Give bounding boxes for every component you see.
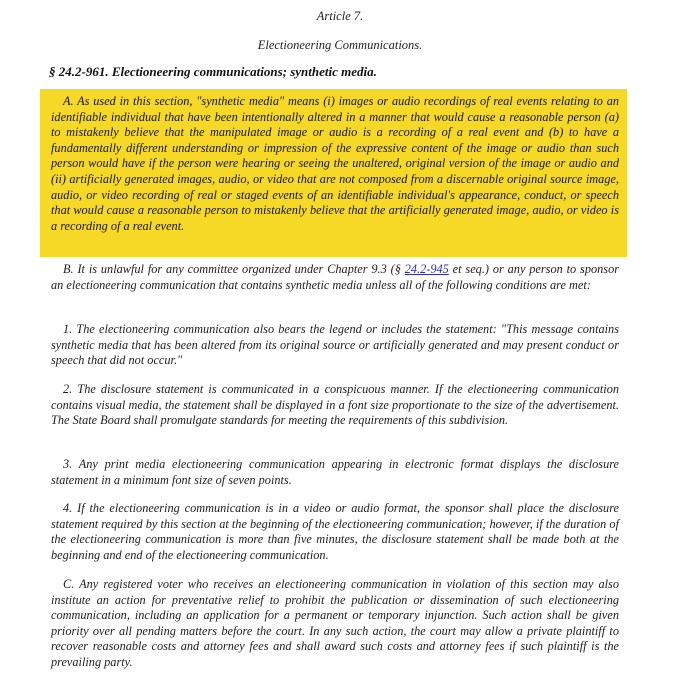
subsection-b-text-end: et seq.) or any person to sponsor an electioneering communication that contains synthetic media unless all of the following conditions are met: [51,262,620,292]
subsection-b-prohibition [51,262,619,293]
subsection-a-definition: A. As used in this section, "synthetic media" means (i) images or audio recordings of real events relating to an identifiable individual that have been intentionally altered in a manner that would cause a reasonable person (a) to mistakenly believe that the manipulated image or audio is a recording of a real event and (b) to have a fundamentally different understanding or impression of the expressive content of the image or audio than such person would have if the person were hearing or seeing the unaltered, original version of the image or audio and (ii) artificially generated images, audio, or video that are not composed from a discernable original source image, audio, or video recording of real or staged events of an identifiable individual's appearance, conduct, or speech that would cause a reasonable person to mistakenly believe that the artificially generated image, audio, or video is a recording of a real event. [51,94,619,233]
subsection-b-text-start: B. It is unlawful for any committee organized under Chapter 9.3 (§ [63,262,405,276]
subsection-c-remedy: C. Any registered voter who receives an electioneering communication in violation of this section may also institute an action for preventative relief to prohibit the publication or dissemination of such electioneering communication, including an application for a permanent or temporary injunction. Such action shall be given priority over all pending matters before the court. In any such action, the court may allow a private plaintiff to recover reasonable costs and attorney fees and shall award such costs and attorney fees if such plaintiff is the prevailing party. [51,577,619,669]
article-heading: Article 7. [316,9,364,23]
statute-citation-link[interactable]: 24.2-945 [404,262,449,276]
condition-item-2: 2. The disclosure statement is communicated in a conspicuous manner. If the electioneering communication contains visual media, the statement shall be displayed in a font size proportionate to the size of the advertisement. The State Board shall promulgate standards for meeting the requirements of this subdivision. [51,382,619,428]
section-title: § 24.2-961. Electioneering communications; synthetic media. [49,64,377,79]
condition-item-3: 3. Any print media electioneering communication appearing in electronic format displays the disclosure statement in a minimum font size of seven points. [51,457,619,487]
condition-item-4: 4. If the electioneering communication is in a video or audio format, the sponsor shall place the disclosure statement required by this section at the beginning of the electioneering communication; however, if the duration of the electioneering communication is more than five minutes, the disclosure statement shall be made both at the beginning and end of the electioneering communication. [51,501,619,562]
article-subheading: Electioneering Communications. [257,38,423,52]
condition-item-1: 1. The electioneering communication also bears the legend or includes the statement: "This message contains synthetic media that has been altered from its original source or artificially generated and may present conduct or speech that did not occur." [51,322,619,368]
